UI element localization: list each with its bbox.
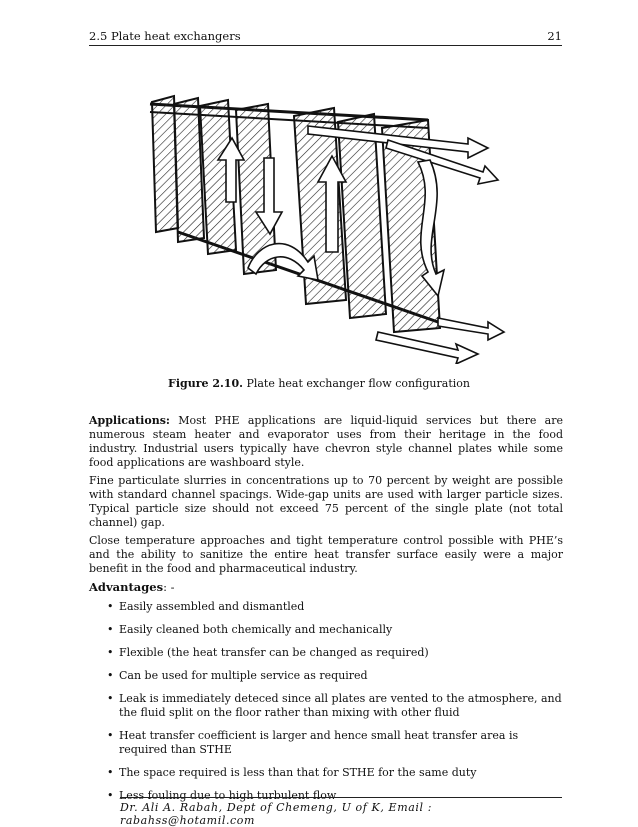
applications-paragraph: [89, 414, 563, 470]
applications-text-3: Close temperature approaches and tight temperature control possible with PHE’s and the ability to sanitize the entire heat transfer surface easily were a major benefit in the food and pharmaceutical industry.: [89, 534, 563, 575]
list-item: • The space required is less than that for STHE for the same duty: [107, 766, 563, 780]
page-body: [89, 414, 563, 812]
figure-label: Figure 2.10.: [168, 377, 243, 390]
section-title: 2.5 Plate heat exchangers: [89, 29, 241, 43]
list-item: • Can be used for multiple service as required: [107, 669, 563, 683]
list-item: • Heat transfer coefficient is larger and hence small heat transfer area is required than STHE: [107, 729, 563, 757]
page-header: [89, 29, 562, 46]
advantages-list: [107, 600, 563, 803]
figure-caption-text: Plate heat exchanger flow configuration: [246, 377, 470, 390]
list-item: • Flexible (the heat transfer can be changed as required): [107, 646, 563, 660]
applications-text-2: Fine particulate slurries in concentrations up to 70 percent by weight are possible with standard channel spacings. Wide-gap units are used with larger particle sizes. Typical particle size should not exceed 75 percent of the single plate (not total channel) gap.: [89, 474, 563, 529]
list-item: • Leak is immediately deteced since all plates are vented to the atmosphere, and the fluid split on the floor rather than mixing with other fluid: [107, 692, 563, 720]
page-number: 21: [547, 29, 562, 43]
list-item: • Easily assembled and dismantled: [107, 600, 563, 614]
advantages-heading: [89, 580, 563, 594]
applications-text-1: Most PHE applications are liquid-liquid services but there are numerous steam heater and evaporator uses from their heritage in the food industry. Industrial users typically have chevron style channel plates while some food applications are washboard style.: [89, 414, 563, 469]
plate-2: [174, 98, 204, 242]
advantages-label: Advantages: [89, 580, 164, 594]
list-item: • Easily cleaned both chemically and mechanically: [107, 623, 563, 637]
list-item: • Less fouling due to high turbulent flow: [107, 789, 563, 803]
figure-caption: [0, 377, 638, 390]
applications-label: Applications:: [89, 414, 170, 427]
page-footer: Dr. Ali A. Rabah, Dept of Chemeng, U of K, Email : rabahss@hotamil.com: [120, 797, 562, 827]
plate-heat-exchanger-diagram: [138, 82, 510, 364]
advantages-suffix: : -: [163, 580, 175, 594]
